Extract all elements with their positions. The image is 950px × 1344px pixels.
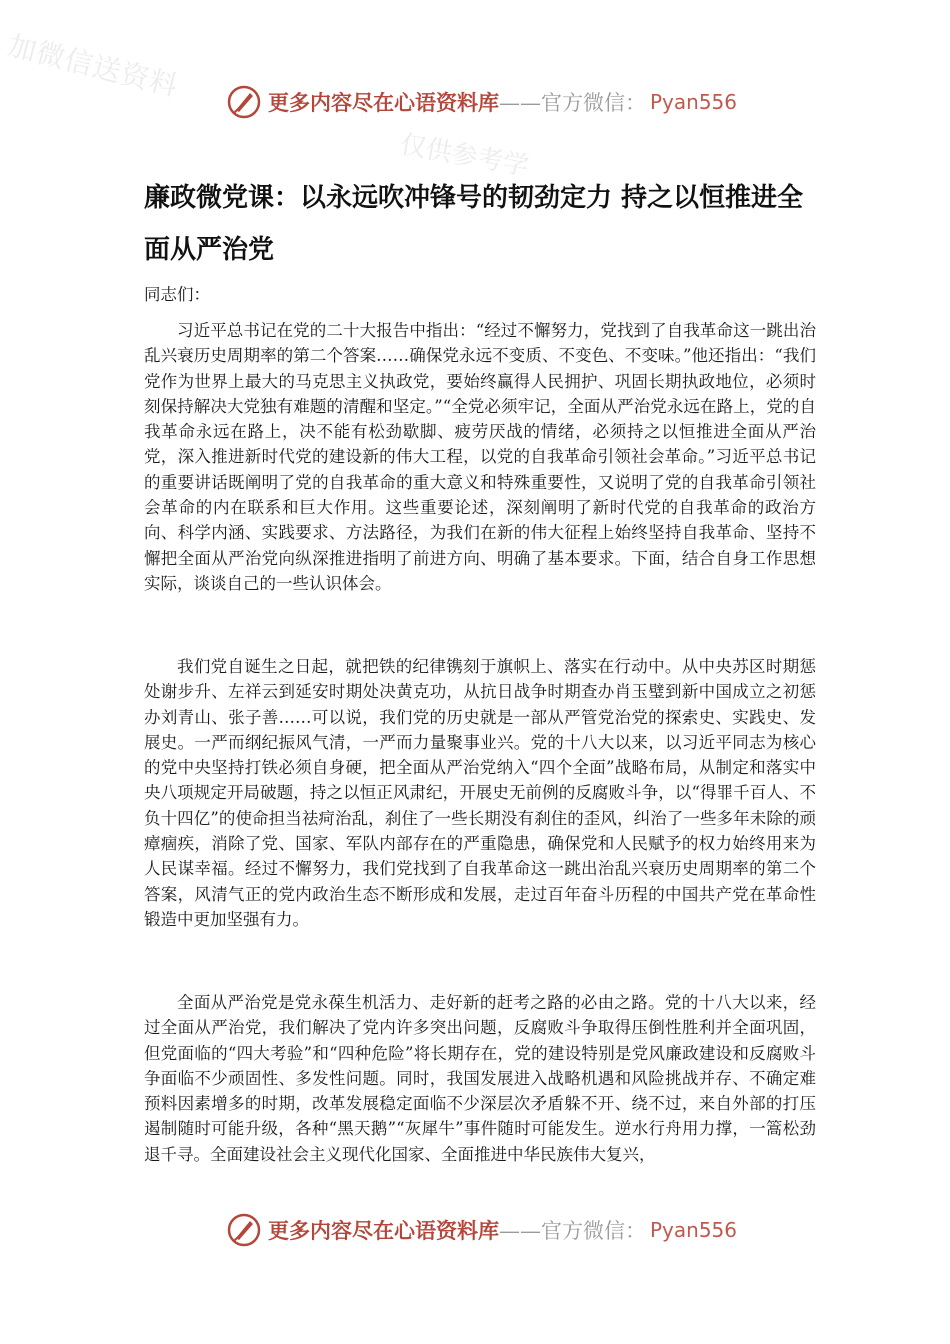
watermark-mid: 仅供参考学 xyxy=(397,129,531,183)
paragraph: 习近平总书记在党的二十大报告中指出：“经过不懈努力，党找到了自我革命这一跳出治乱兴衰历史周期率的第二个答案……确保党永远不变质、不变色、不变味。”他还指出：“我们党作为世界上最大的马克思主义执政党，要始终赢得人民拥护、巩固长期执政地位，必须时刻保持解决大党独有难题的清醒和坚定。”“全党必须牢记，全面从严治党永远在路上，党的自我革命永远在路上，决不能有松劲歇脚、疲劳厌战的情绪，必须持之以恒推进全面从严治党，深入推进新时代党的建设新的伟大工程，以党的自我革命引领社会革命。”习近平总书记的重要讲话既阐明了党的自我革命的重大意义和特殊重要性，又说明了党的自我革命引领社会革命的内在联系和巨大作用。这些重要论述，深刻阐明了新时代党的自我革命的政治方向、科学内涵、实践要求、方法路径，为我们在新的伟大征程上始终坚持自我革命、坚持不懈把全面从严治党向纵深推进指明了前进方向、明确了基本要求。下面，结合自身工作思想实际，谈谈自己的一些认识体会。 xyxy=(144,321,816,593)
banner-main-text: 更多内容尽在心语资料库 xyxy=(268,90,499,115)
quill-logo-icon xyxy=(226,84,262,120)
footer-banner xyxy=(226,1210,737,1250)
quill-logo-icon xyxy=(226,1212,262,1248)
banner-main-text: 更多内容尽在心语资料库 xyxy=(268,1218,499,1243)
banner-separator: ——官方微信： xyxy=(499,1219,646,1243)
banner-separator: ——官方微信： xyxy=(499,91,646,115)
salutation: 同志们： xyxy=(144,285,210,304)
document-title: 廉政微党课：以永远吹冲锋号的韧劲定力 持之以恒推进全面从严治党 xyxy=(144,183,804,265)
paragraph: 全面从严治党是党永葆生机活力、走好新的赶考之路的必由之路。党的十八大以来，经过全面从严治党，我们解决了党内许多突出问题，反腐败斗争取得压倒性胜利并全面巩固，但党面临的“四大考验”和“四种危险”将长期存在，党的建设特别是党风廉政建设和反腐败斗争面临不少顽固性、多发性问题。同时，我国发展进入战略机遇和风险挑战并存、不确定难预料因素增多的时期，改革发展稳定面临不少深层次矛盾躲不开、绕不过，来自外部的打压遏制随时可能升级，各种“黑天鹅”“灰犀牛”事件随时可能发生。逆水行舟用力撑，一篙松劲退千寻。全面建设社会主义现代化国家、全面推进中华民族伟大复兴， xyxy=(144,993,816,1164)
banner-wechat-id: Pyan556 xyxy=(650,1218,738,1242)
watermark-top: 加微信送资料 xyxy=(4,28,182,103)
paragraph: 我们党自诞生之日起，就把铁的纪律镌刻于旗帜上、落实在行动中。从中央苏区时期惩处谢步升、左祥云到延安时期处决黄克功，从抗日战争时期查办肖玉璧到新中国成立之初惩办刘青山、张子善……可以说，我们党的历史就是一部从严管党治党的探索史、实践史、发展史。一严而纲纪振风气清，一严而力量聚事业兴。党的十八大以来，以习近平同志为核心的党中央坚持打铁必须自身硬，把全面从严治党纳入“四个全面”战略布局，从制定和落实中央八项规定开局破题，持之以恒正风肃纪，开展史无前例的反腐败斗争，以“得罪千百人、不负十四亿”的使命担当祛疴治乱，刹住了一些长期没有刹住的歪风，纠治了一些多年未除的顽瘴痼疾，消除了党、国家、军队内部存在的严重隐患，确保党和人民赋予的权力始终用来为人民谋幸福。经过不懈努力，我们党找到了自我革命这一跳出治乱兴衰历史周期率的第二个答案，风清气正的党内政治生态不断形成和发展，走过百年奋斗历程的中国共产党在革命性锻造中更加坚强有力。 xyxy=(144,657,816,929)
header-banner xyxy=(226,82,737,122)
banner-wechat-id: Pyan556 xyxy=(650,90,738,114)
